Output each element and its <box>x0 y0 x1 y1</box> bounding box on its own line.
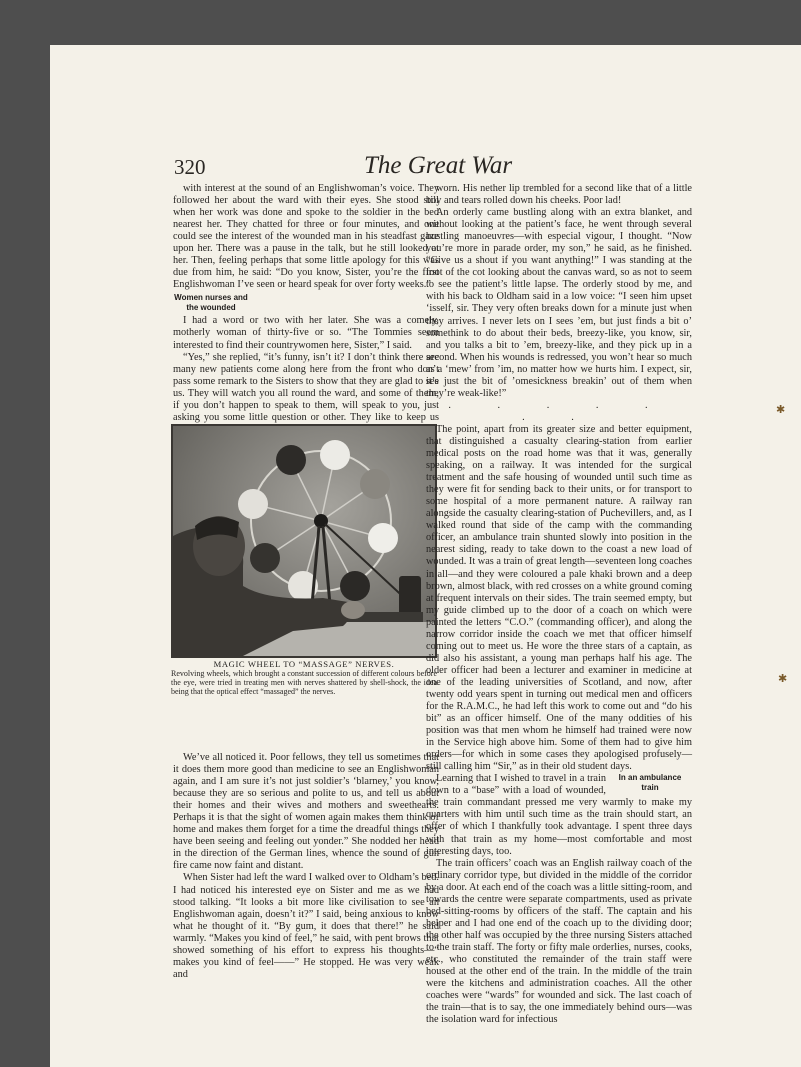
paragraph: We’ve all noticed it. Poor fellows, they tell us sometimes that it does them more good than medicine to see an Englishwoman again, and I am sure it’s not just soldier’s ‘blarney,’ you know, because they are so serious and polite to us, and tell us about their homes and their wives and mothers and sweethearts. Perhaps it is that the sight of women again makes them think of home and makes them forget for a time the dreadful things they have been seeing and feeling out yonder.” She nodded her head in the direction of the German lines, whence the sound of gun fire came now faint and distant. <box>173 752 439 872</box>
figure-caption-body: Revolving wheels, which brought a constant succession of different colours before the eye, were tried in treating men with nerves shattered by shell-shock, the idea being that the optical effect “massaged” the nerves. <box>171 669 437 696</box>
side-note: In an ambulance train <box>618 773 682 793</box>
paragraph: The point, apart from its greater size and better equipment, that distinguished a casualty clearing-station from earlier medical posts on the road home was that it was, generally speaking, on a railway. It was intended for the surgical treatment and the safe housing of wounded until such time as they were fit for sending back to their units, or for transport to some hospital of a more permanent nature. A railway ran alongside the casualty clearing-station of Puchevillers, and, as I walked round that side of the camp with the commanding officer, an ambulance train shunted slowly into position in the nearest siding, ready to take down to the coast a new load of wounded. It was a train of great length—seventeen long coaches in all—and they were coloured a pale khaki brown and a deep brown, almost black, with red crosses on a white ground coming at frequent intervals on their sides. The train seemed empty, but my guide climbed up to the door of a coach on which were painted the letters “C.O.” (commanding officer), and along the narrow corridor inside the coach we met that officer himself coming out to meet us. He wore the three stars of a captain, as did also his assistant, a young man perhaps half his age. The older officer had been a lecturer and examiner in medicine at one of the leading universities of Scotland, and now, after twenty odd years spent in turning out medical men and officers for the R.A.M.C., he had left this work to come out and “do his bit” as an officer himself. One of the many oddities of his position was that men whom he himself had trained were now in the Service high above him. Some of them had to give him orders—for which in some cases they apologised profusely—still calling him “Sir,” as in their old student days. <box>426 423 692 773</box>
right-column <box>426 183 692 1026</box>
page-number: 320 <box>174 155 206 179</box>
photo-magic-wheel <box>171 424 437 658</box>
paragraph: “Yes,” she replied, “it’s funny, isn’t it? I don’t think there are many new patients come along here from the front who don’t pass some remark to the Sisters to show that they are glad to see us. They will watch you all round the ward, and some of them, if you don’t happen to speak to them, will speak to you, just asking you some little question or other. They like to keep us <box>173 351 439 423</box>
paragraph-text: Learning that I wished to travel in a train down to a “base” with a load of wounded, the train commandant pressed me very warmly to make my quarters with him until such time as the train should start, an offer of which I thankfully took advantage. I spent three days with that train as my home—most comfortable and most interesting days, too. <box>426 773 692 857</box>
paragraph: An orderly came bustling along with an extra blanket, and without looking at the patient’s face, he went through several bustling manoeuvres—with especial vigour, I thought. “Now you’re more in parade order, my son,” he said, as he finished. “Give us a shout if you want anything!” I was standing at the foot of the cot looking about the canvas ward, so as not to seem to see the patient’s little lapse. The orderly stood by me, and with his back to Oldham said in a low voice: “I seen him upset ‘isself, sir. They very often breaks down for a minute just when they arrives. I never lets on I sees ’em, but just finds a bit o’ somethink to do about their beds, breezy-like, you know, sir, and you talks a bit to ’em, breezy-like, and they pick up in a second. When his wounds is redressed, you won’t hear so much as a ‘mew’ from ’im, no matter how we hurts him. I expect, sir, it’s just the bit of ’omesickness breakin’ out of them when they’re weak-like!” <box>426 207 692 399</box>
paragraph: I had a word or two with her later. She was a comely, motherly woman of thirty-five or so. “The Tommies seem interested to find their countrywomen here, Sister,” I said. <box>173 315 439 351</box>
margin-mark-icon: ✱ <box>778 672 788 685</box>
paragraph <box>426 773 692 857</box>
left-column-bottom <box>173 752 439 981</box>
paragraph-text: with interest at the sound of an Englishwoman’s voice. They followed her about the ward with their eyes. She stood still when her work was done and spoke to the soldier in the bed nearest her. They chatted for three or four minutes, and one could see the interest of the wounded man in his steadfast gaze upon her. There was a pause in the talk, but he still looked at her. Then, feeling perhaps that some little apology for this was due from him, he said: “Do you know, Sister, you’re the first Englishwoman I’ve seen or heard speak for over forty weeks.” <box>173 183 439 291</box>
section-break-dots: . . . . . . . <box>448 399 670 423</box>
running-title: The Great War <box>364 152 513 179</box>
paragraph: The train officers’ coach was an English railway coach of the ordinary corridor type, but divided in the middle of the corridor by a door. At each end of the coach was a little sitting-room, and towards the centre were separate compartments, used as private bed-sitting-rooms by officers of the staff. The captain and his helper and I had one end of the coach up to the dividing door; the other half was occupied by the three nursing Sisters attached to the train staff. The forty or fifty male orderlies, nurses, cooks, etc., who constituted the remainder of the train staff were housed at the other end of the train. In the middle of the train were the kitchens and administration coaches. All the other coaches were “wards” for wounded and sick. The last coach of the train—that is to say, the one immediately behind ours—was the isolation ward for infectious <box>426 857 692 1026</box>
paragraph: When Sister had left the ward I walked over to Oldham’s bed. I had noticed his interested eye on Sister and me as we had stood talking. “It looks a bit more like civilisation to see an Englishwoman again, doesn’t it?” I said, being anxious to know what he thought of it. “By gum, it does that there!” he said warmly. “Makes you kind of feel,” he said, with pent brows that showed something of his effort to express his thoughts—“ makes you kind of feel——” He stopped. He was very weak and <box>173 872 439 980</box>
side-note: Women nurses and the wounded <box>174 293 248 313</box>
paragraph: worn. His nether lip trembled for a second like that of a little boy and tears rolled down his cheeks. Poor lad! <box>426 183 692 207</box>
paragraph <box>173 183 439 291</box>
magic-wheel-illustration <box>173 426 435 656</box>
figure-caption-title: MAGIC WHEEL TO “MASSAGE” NERVES. <box>213 659 395 669</box>
left-column-top <box>173 183 439 436</box>
margin-mark-icon: ✱ <box>776 403 786 416</box>
